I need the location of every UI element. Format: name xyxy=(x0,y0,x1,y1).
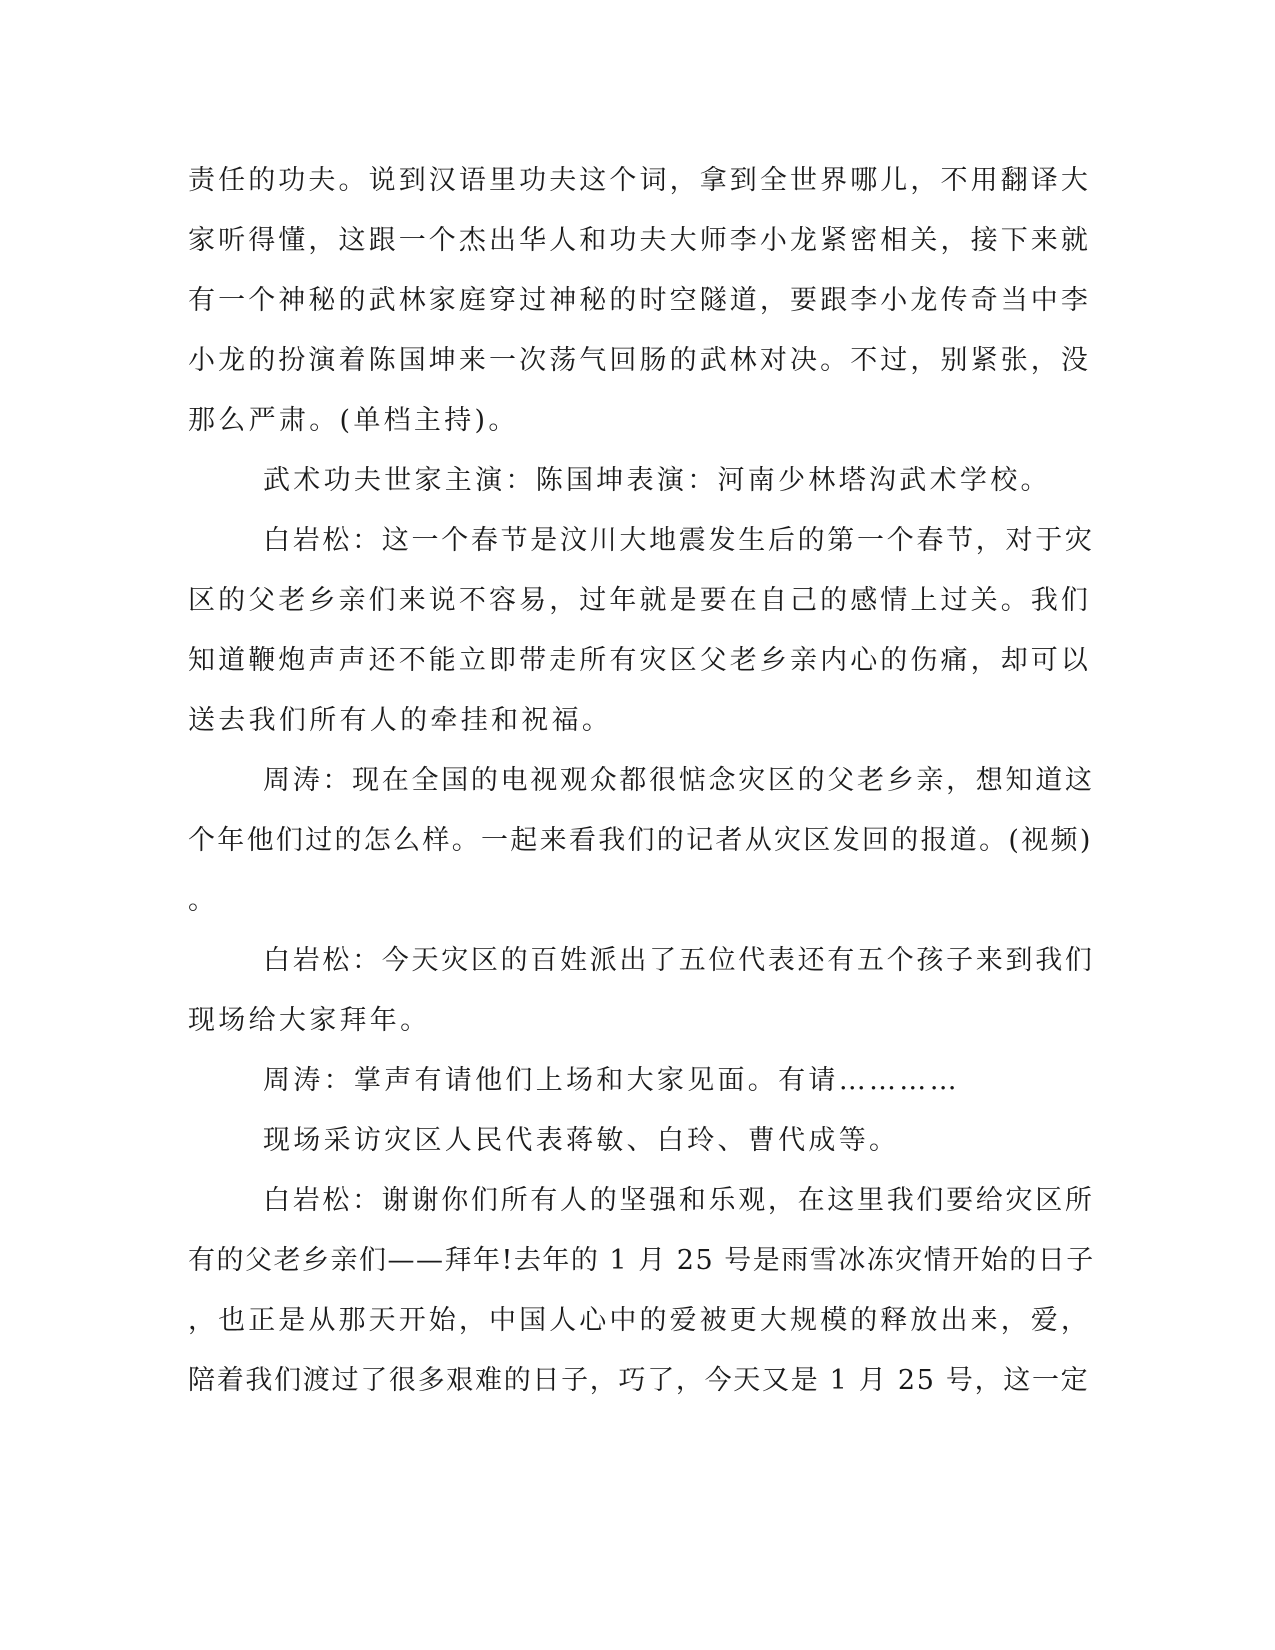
text-line: 区的父老乡亲们来说不容易，过年就是要在自己的感情上过关。我们 xyxy=(188,585,1091,616)
text-line: 周涛：掌声有请他们上场和大家见面。有请………… xyxy=(263,1065,960,1096)
text-line: 送去我们所有人的牵挂和祝福。 xyxy=(188,705,613,736)
text-line: 家听得懂，这跟一个杰出华人和功夫大师李小龙紧密相关，接下来就 xyxy=(188,225,1091,256)
text-line: 周涛：现在全国的电视观众都很惦念灾区的父老乡亲，想知道这 xyxy=(263,765,1095,796)
text-line: 知道鞭炮声声还不能立即带走所有灾区父老乡亲内心的伤痛，却可以 xyxy=(188,645,1091,676)
text-line: 现场给大家拜年。 xyxy=(188,1005,431,1036)
text-line: 责任的功夫。说到汉语里功夫这个词，拿到全世界哪儿，不用翻译大 xyxy=(188,165,1091,196)
text-line: 。 xyxy=(188,885,219,916)
text-line: 现场采访灾区人民代表蒋敏、白玲、曹代成等。 xyxy=(263,1125,900,1156)
text-line: ，也正是从那天开始，中国人心中的爱被更大规模的释放出来，爱， xyxy=(188,1305,1091,1336)
text-line: 白岩松：今天灾区的百姓派出了五位代表还有五个孩子来到我们 xyxy=(263,945,1095,976)
text-line: 白岩松：谢谢你们所有人的坚强和乐观，在这里我们要给灾区所 xyxy=(263,1185,1095,1216)
text-line: 有的父老乡亲们——拜年!去年的 1 月 25 号是雨雪冰冻灾情开始的日子 xyxy=(188,1245,1095,1276)
text-line: 武术功夫世家主演：陈国坤表演：河南少林塔沟武术学校。 xyxy=(263,465,1051,496)
text-line: 那么严肃。(单档主持)。 xyxy=(188,405,519,436)
text-line: 白岩松：这一个春节是汶川大地震发生后的第一个春节，对于灾 xyxy=(263,525,1095,556)
text-line: 有一个神秘的武林家庭穿过神秘的时空隧道，要跟李小龙传奇当中李 xyxy=(188,285,1091,316)
text-line: 陪着我们渡过了很多艰难的日子，巧了，今天又是 1 月 25 号，这一定 xyxy=(188,1365,1090,1396)
text-line: 小龙的扮演着陈国坤来一次荡气回肠的武林对决。不过，别紧张，没 xyxy=(188,345,1091,376)
text-line: 个年他们过的怎么样。一起来看我们的记者从灾区发回的报道。(视频) xyxy=(188,825,1093,856)
